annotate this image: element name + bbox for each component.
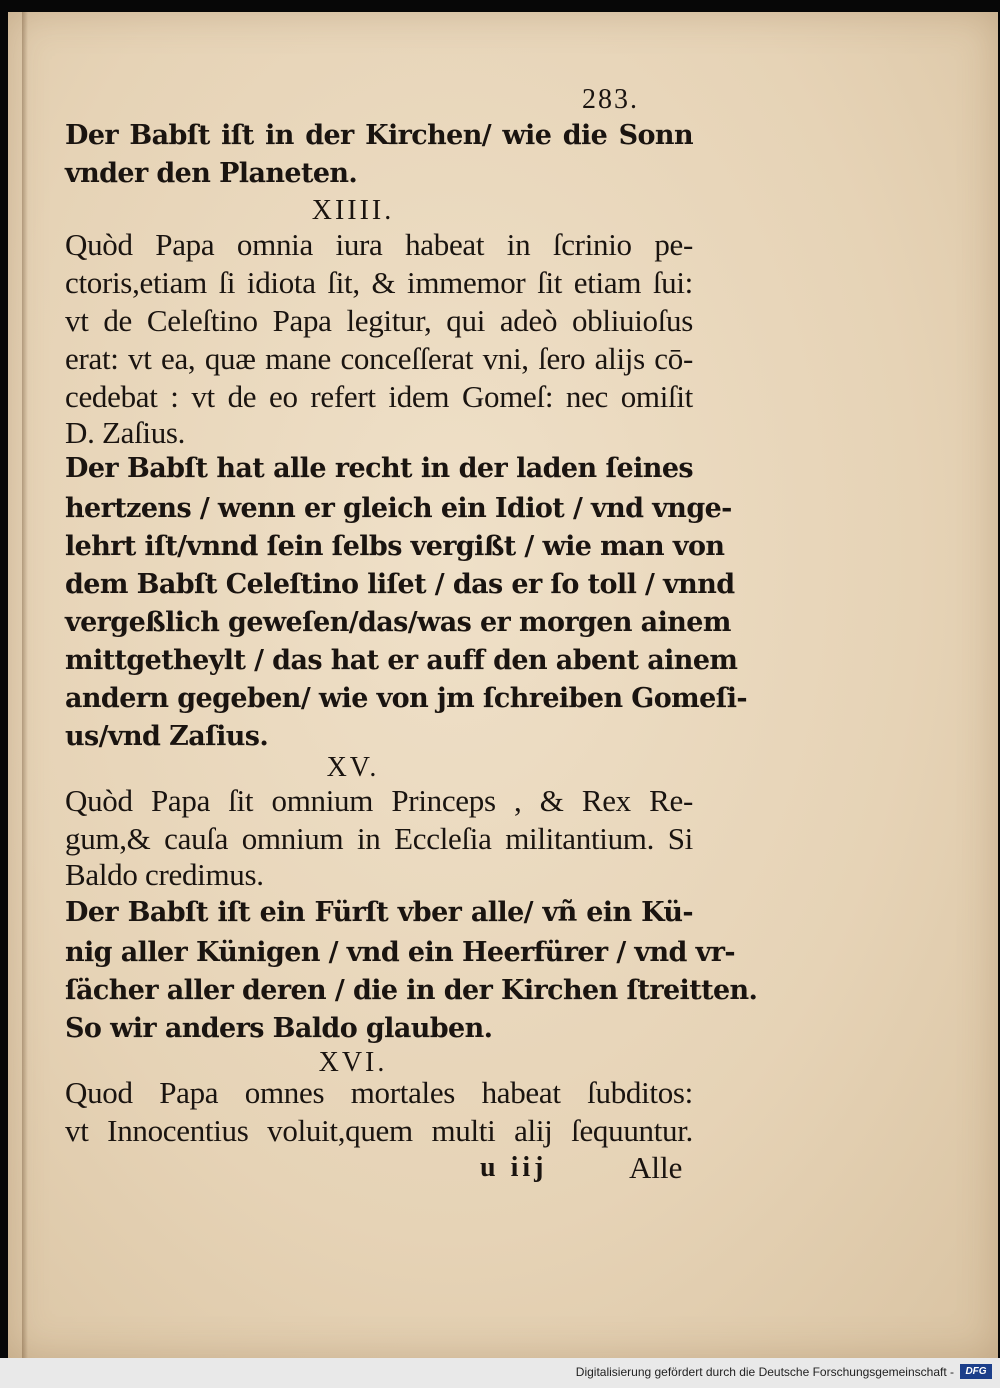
text-line: vt de Celeſtino Papa legitur, qui adeò obliuioſus	[65, 303, 693, 338]
footer-bar	[0, 1358, 1000, 1388]
signature-mark: u iij	[480, 1152, 548, 1183]
page-number: 283.	[582, 84, 639, 115]
section-number: XVI.	[318, 1047, 388, 1078]
text-line: dem Babſt Celeſtino liſet / das er ſo toll / vnnd	[65, 569, 735, 600]
text-line: Der Babſt iſt ein Fürſt vber alle/ vñ ein Kü-	[65, 897, 693, 928]
text-line: us/vnd Zaſius.	[65, 721, 269, 752]
text-line: Der Babſt iſt in der Kirchen/ wie die Sonn	[65, 120, 693, 151]
book-page	[8, 12, 998, 1358]
text-line: ſächer aller deren / die in der Kirchen ſtreitten.	[65, 975, 758, 1006]
text-line: Der Babſt hat alle recht in der laden ſeines	[65, 453, 693, 484]
text-line: lehrt iſt/vnnd ſein ſelbs vergißt / wie man von	[65, 531, 725, 562]
dfg-logo-icon: DFG	[960, 1364, 992, 1379]
text-line: nig aller Künigen / vnd ein Heerfürer / vnd vr-	[65, 937, 735, 968]
funding-notice: Digitalisierung gefördert durch die Deutsche Forschungsgemeinschaft -	[575, 1365, 954, 1379]
text-line: ctoris,etiam ſi idiota ſit, & immemor ſit etiam ſui:	[65, 265, 693, 300]
text-line: Baldo credimus.	[65, 857, 264, 892]
text-line: mittgetheylt / das hat er auff den abent ainem	[65, 645, 738, 676]
text-line: vnder den Planeten.	[65, 158, 358, 189]
text-line: So wir anders Baldo glauben.	[65, 1013, 493, 1044]
text-line: vergeßlich geweſen/das/was er morgen ainem	[65, 607, 731, 638]
section-number: XIIII.	[311, 195, 395, 226]
text-line: Quod Papa omnes mortales habeat ſubditos:	[65, 1075, 693, 1110]
text-line: Quòd Papa ſit omnium Princeps , & Rex Re-	[65, 783, 693, 818]
text-line: andern gegeben/ wie von jm ſchreiben Gomeſi-	[65, 683, 747, 714]
text-line: Quòd Papa omnia iura habeat in ſcrinio pe-	[65, 227, 693, 262]
text-line: erat: vt ea, quæ mane conceſſerat vni, ſero alijs cō-	[65, 341, 693, 376]
text-line: vt Innocentius voluit,quem multi alij ſequuntur.	[65, 1113, 693, 1148]
catchword: Alle	[629, 1150, 683, 1185]
text-line: hertzens / wenn er gleich ein Idiot / vnd vnge-	[65, 493, 732, 524]
section-number: XV.	[326, 752, 380, 783]
text-line: D. Zaſius.	[65, 415, 186, 450]
text-line: gum,& cauſa omnium in Eccleſia militantium. Si	[65, 821, 693, 856]
text-line: cedebat : vt de eo refert idem Gomeſ: nec omiſit	[65, 379, 693, 414]
